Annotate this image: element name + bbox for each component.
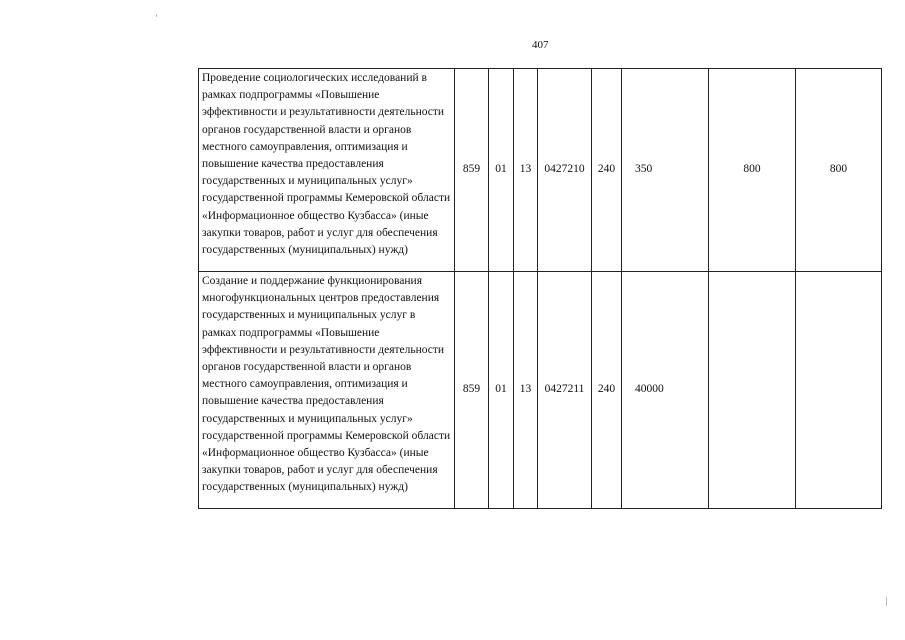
page-number: 407 — [532, 39, 549, 51]
budget-table — [198, 68, 882, 509]
section-code: 01 — [489, 69, 514, 272]
target-article-code: 0427211 — [538, 272, 592, 509]
subsection-code: 13 — [514, 69, 538, 272]
expense-type-code: 240 — [592, 69, 622, 272]
year3-amount: 800 — [796, 69, 882, 272]
table-row — [199, 69, 882, 272]
row-description: Проведение социологических исследований в рамках подпрограммы «Повышение эффективности и результативности деятельности органов государственной власти и органов местного самоуправления, оптимизация и повышение качества предоставления государственных и муниципальных услуг» государственной программы Кемеровской области «Информационное общество Кузбасса» (иные закупки товаров, работ и услуг для обеспечения государственных (муниципальных) нужд) — [199, 69, 455, 272]
target-article-code: 0427210 — [538, 69, 592, 272]
subsection-code: 13 — [514, 272, 538, 509]
row-description: Создание и поддержание функционирования многофункциональных центров предоставления государственных и муниципальных услуг в рамках подпрограммы «Повышение эффективности и результативности деятельности органов государственной власти и органов местного самоуправления, оптимизация и повышение качества предоставления государственных и муниципальных услуг» государственной программы Кемеровской области «Информационное общество Кузбасса» (иные закупки товаров, работ и услуг для обеспечения государственных (муниципальных) нужд) — [199, 272, 455, 509]
scan-artifact-mark — [886, 597, 887, 606]
expense-type-code: 240 — [592, 272, 622, 509]
ministry-code: 859 — [455, 272, 489, 509]
year3-amount — [796, 272, 882, 509]
year2-amount — [709, 272, 796, 509]
section-code: 01 — [489, 272, 514, 509]
year1-amount: 350 — [622, 69, 709, 272]
ministry-code: 859 — [455, 69, 489, 272]
year1-amount: 40000 — [622, 272, 709, 509]
year2-amount: 800 — [709, 69, 796, 272]
scan-artifact-mark — [156, 14, 157, 17]
table-row — [199, 272, 882, 509]
